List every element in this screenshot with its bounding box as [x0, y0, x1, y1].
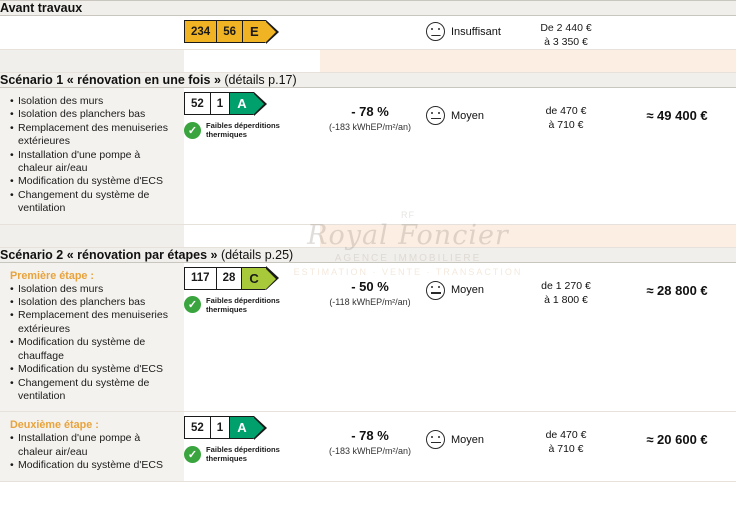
section-title-scenario-2: Scénario 2 « rénovation par étapes » [0, 247, 218, 262]
scenario-2-step-2-price-cell [514, 412, 618, 481]
energy-class-letter: A [230, 417, 253, 438]
arrow-tip-inner-icon [265, 268, 276, 290]
arrow-tip-inner-icon [253, 93, 264, 115]
list-item: • Installation d'une pompe à chaleur air/eau [10, 149, 176, 176]
gain-detail: (-118 kWhEP/m²/an) [329, 296, 411, 307]
section-header-scenario-1 [0, 73, 736, 88]
scenario-2-step-1-total-cell [618, 262, 736, 412]
list-item: • Changement du système de ventilation [10, 377, 176, 404]
scenario-2-step-2-comfort-cell [420, 412, 514, 481]
price-line-1: De 2 440 € [540, 22, 592, 34]
gain-percentage: - 78 % [351, 104, 389, 119]
avant-bullets-cell [0, 16, 184, 50]
energy-label-scenario-1 [184, 92, 320, 115]
energy-value-primary: 117 [185, 268, 217, 289]
scenario-2-step-2-works-cell [0, 412, 184, 481]
comfort-label: Moyen [451, 109, 485, 122]
band-cell [320, 224, 420, 247]
energy-value-primary: 52 [185, 417, 211, 438]
list-item: • Isolation des planchers bas [10, 108, 176, 121]
scenario-2-step-1-works-cell [0, 262, 184, 412]
scenario-1-energy-cell [184, 88, 320, 225]
section-header-scenario-2 [0, 247, 736, 262]
comfort-label: Moyen [451, 433, 485, 446]
energy-value-secondary: 28 [217, 268, 243, 289]
band-cell [0, 50, 184, 73]
deperdition-indicator [184, 121, 320, 139]
table-row [0, 262, 736, 412]
list-item: • Modification du système d'ECS [10, 459, 176, 472]
list-item: • Isolation des murs [10, 283, 176, 296]
comfort-indicator-avant [420, 16, 514, 41]
price-line-1: de 470 € [545, 429, 587, 442]
list-item: • Isolation des murs [10, 95, 176, 108]
works-list [10, 95, 176, 216]
total-cost: ≈ 49 400 € [646, 108, 708, 123]
band-cell [0, 224, 184, 247]
energy-label-scenario-2-step-1 [184, 267, 320, 290]
scenario-2-step-1-gain-cell [320, 262, 420, 412]
scenario-1-total-cell [618, 88, 736, 225]
scenario-2-step-2-gain-cell [320, 412, 420, 481]
list-item: • Changement du système de ventilation [10, 189, 176, 216]
total-cost: ≈ 20 600 € [646, 432, 708, 448]
band-cell [618, 50, 736, 73]
scenario-2-step-2-total-cell [618, 412, 736, 481]
price-line-1: de 1 270 € [541, 279, 591, 292]
band-cell [420, 224, 514, 247]
list-item: • Isolation des planchers bas [10, 296, 176, 309]
energy-class-letter: E [249, 24, 259, 39]
arrow-tip-inner-icon [253, 417, 264, 439]
step-title: Deuxième étape : [10, 419, 99, 432]
table-row [0, 16, 736, 50]
energy-value-secondary: 1 [211, 93, 230, 114]
list-item: • Modification du système de chauffage [10, 336, 176, 363]
arrow-tip-inner-icon [265, 21, 276, 43]
section-title-avant: Avant travaux [0, 1, 83, 15]
scenario-1-comfort-cell [420, 88, 514, 225]
avant-comfort-cell [420, 16, 514, 50]
deperdition-line-1: Faibles déperditions [206, 295, 280, 305]
table-row [0, 88, 736, 225]
energy-label-avant [184, 20, 320, 43]
list-item: • Modification du système d'ECS [10, 363, 176, 376]
check-circle-icon: ✓ [184, 296, 201, 313]
deperdition-line-1: Faibles déperditions [206, 121, 280, 130]
price-line-2: à 710 € [548, 443, 584, 456]
band-cell [184, 224, 320, 247]
watermark-name: Royal Foncier [307, 220, 509, 251]
deperdition-line-2: thermiques [206, 130, 247, 139]
gain-percentage: - 50 % [351, 278, 389, 294]
price-line-2: à 3 350 € [544, 36, 588, 48]
list-item: • Installation d'une pompe à chaleur air/eau [10, 432, 176, 459]
energy-value-secondary: 56 [217, 21, 243, 42]
section-header-avant-travaux [0, 1, 736, 16]
band-cell [514, 224, 618, 247]
band-cell [184, 50, 320, 73]
scenario-1-works-cell [0, 88, 184, 225]
list-item: • Remplacement des menuiseries extérieures [10, 309, 176, 336]
comfort-label: Moyen [451, 284, 485, 297]
check-circle-icon: ✓ [184, 446, 201, 463]
deperdition-line-2: thermiques [206, 454, 247, 464]
watermark-mark: RF [401, 210, 415, 220]
comfort-indicator [420, 88, 514, 125]
band-cell [320, 50, 420, 73]
deperdition-indicator [184, 445, 320, 463]
step-title: Première étape : [10, 269, 95, 282]
comfort-indicator [420, 412, 514, 449]
list-item: • Remplacement des menuiseries extérieures [10, 122, 176, 149]
scenario-2-step-1-price-cell [514, 262, 618, 412]
energy-value-primary: 234 [185, 21, 217, 42]
list-item: • Modification du système d'ECS [10, 175, 176, 188]
avant-total-cell [618, 16, 736, 50]
deperdition-line-2: thermiques [206, 304, 247, 314]
energy-class-letter: C [242, 268, 265, 289]
tinted-band-row [0, 50, 736, 73]
total-cost: ≈ 28 800 € [646, 282, 708, 298]
tinted-band-row [0, 224, 736, 247]
scenario-2-step-1-comfort-cell [420, 262, 514, 412]
check-circle-icon: ✓ [184, 122, 201, 139]
scenario-2-step-2-energy-cell [184, 412, 320, 481]
frown-face-icon [426, 22, 445, 41]
works-list [10, 283, 176, 404]
neutral-face-icon [426, 281, 445, 300]
comfort-indicator [420, 263, 514, 300]
gain-detail: (-183 kWhEP/m²/an) [328, 446, 412, 457]
gain-percentage: - 78 % [351, 428, 389, 444]
section-title-scenario-1: Scénario 1 « rénovation en une fois » [0, 73, 221, 87]
energy-value-secondary: 1 [211, 417, 230, 438]
works-list [10, 432, 176, 472]
avant-energy-label-cell [184, 16, 320, 50]
price-line-2: à 1 800 € [544, 293, 588, 306]
band-cell [514, 50, 618, 73]
energy-class-letter: A [230, 93, 253, 114]
scenario-1-price-cell [514, 88, 618, 225]
comfort-label: Insuffisant [451, 25, 501, 38]
energy-label-scenario-2-step-2 [184, 416, 320, 439]
energy-value-primary: 52 [185, 93, 211, 114]
deperdition-line-1: Faibles déperditions [206, 445, 280, 455]
gain-detail: (-183 kWhEP/m²/an) [328, 122, 412, 132]
price-line-2: à 710 € [548, 119, 584, 131]
section-subtitle-scenario-1: (détails p.17) [224, 73, 297, 87]
watermark-line2: ESTIMATION · VENTE · TRANSACTION [293, 267, 523, 277]
avant-gain-cell [320, 16, 420, 50]
deperdition-indicator [184, 296, 320, 314]
watermark-line1: AGENCE IMMOBILIERE [334, 253, 482, 264]
scenario-2-step-1-energy-cell [184, 262, 320, 412]
section-subtitle-scenario-2: (détails p.25) [220, 247, 294, 262]
band-cell [618, 224, 736, 247]
neutral-face-icon [426, 106, 445, 125]
band-cell [420, 50, 514, 73]
neutral-face-icon [426, 430, 445, 449]
table-row [0, 412, 736, 481]
scenario-1-gain-cell [320, 88, 420, 225]
avant-price-cell [514, 16, 618, 50]
price-line-1: de 470 € [545, 105, 587, 117]
